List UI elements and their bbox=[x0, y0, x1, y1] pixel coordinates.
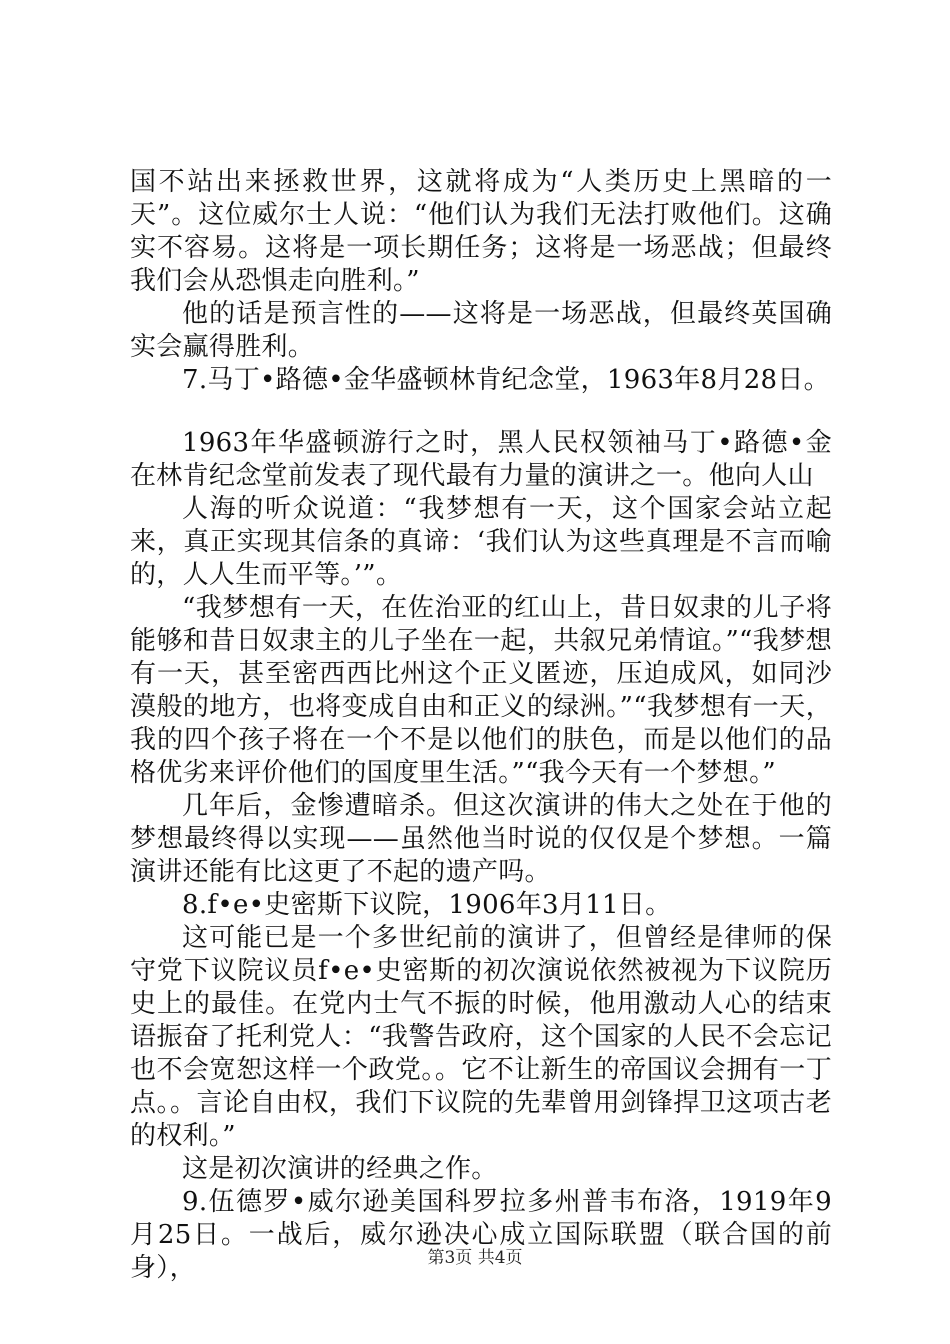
page-number-footer: 第3页 共4页 bbox=[427, 1248, 523, 1268]
paragraph-2: 他的话是预言性的——这将是一场恶战，但最终英国确实会赢得胜利。 bbox=[130, 299, 832, 362]
document-body bbox=[130, 166, 832, 1285]
section-heading-8: 8.f•e•史密斯下议院，1906年3月11日。 bbox=[182, 890, 672, 920]
paragraph-1: 国不站出来拯救世界，这就将成为“人类历史上黑暗的一天”。这位威尔士人说：“他们认为我们无法打败他们。这确实不容易。这将是一项长期任务；这将是一场恶战；但最终我们会从恐惧走向胜利。” bbox=[130, 167, 832, 296]
paragraph-3: 1963年华盛顿游行之时，黑人民权领袖马丁•路德•金在林肯纪念堂前发表了现代最有力量的演讲之一。他向人山 bbox=[130, 428, 832, 491]
paragraph-6: 几年后，金惨遭暗杀。但这次演讲的伟大之处在于他的梦想最终得以实现——虽然他当时说的仅仅是个梦想。一篇演讲还能有比这更了不起的遗产吗。 bbox=[130, 791, 832, 887]
section-heading-9: 9.伍德罗•威尔逊美国科罗拉多州普韦布洛，1919年9月25日。一战后，威尔逊决心成立国际联盟（联合国的前身）， bbox=[130, 1187, 832, 1283]
paragraph-4: 人海的听众说道：“我梦想有一天，这个国家会站立起来，真正实现其信条的真谛：‘我们认为这些真理是不言而喻的，人人生而平等。’”。 bbox=[130, 494, 832, 590]
section-heading-7: 7.马丁•路德•金华盛顿林肯纪念堂，1963年8月28日。 bbox=[182, 365, 830, 395]
paragraph-7: 这可能已是一个多世纪前的演讲了，但曾经是律师的保守党下议院议员f•e•史密斯的初次演说依然被视为下议院历史上的最佳。在党内士气不振的时候，他用激动人心的结束语振奋了托利党人：“我警告政府，这个国家的人民不会忘记也不会宽恕这样一个政党。。它不让新生的帝国议会拥有一丁点。。言论自由权，我们下议院的先辈曾用剑锋捍卫这项古老的权利。” bbox=[130, 923, 832, 1151]
paragraph-8: 这是初次演讲的经典之作。 bbox=[182, 1154, 498, 1184]
paragraph-5: “我梦想有一天，在佐治亚的红山上，昔日奴隶的儿子将能够和昔日奴隶主的儿子坐在一起，共叙兄弟情谊。”“我梦想有一天，甚至密西西比州这个正义匿迹，压迫成风，如同沙漠般的地方，也将变成自由和正义的绿洲。”“我梦想有一天，我的四个孩子将在一个不是以他们的肤色，而是以他们的品格优劣来评价他们的国度里生活。”“我今天有一个梦想。” bbox=[130, 593, 833, 788]
